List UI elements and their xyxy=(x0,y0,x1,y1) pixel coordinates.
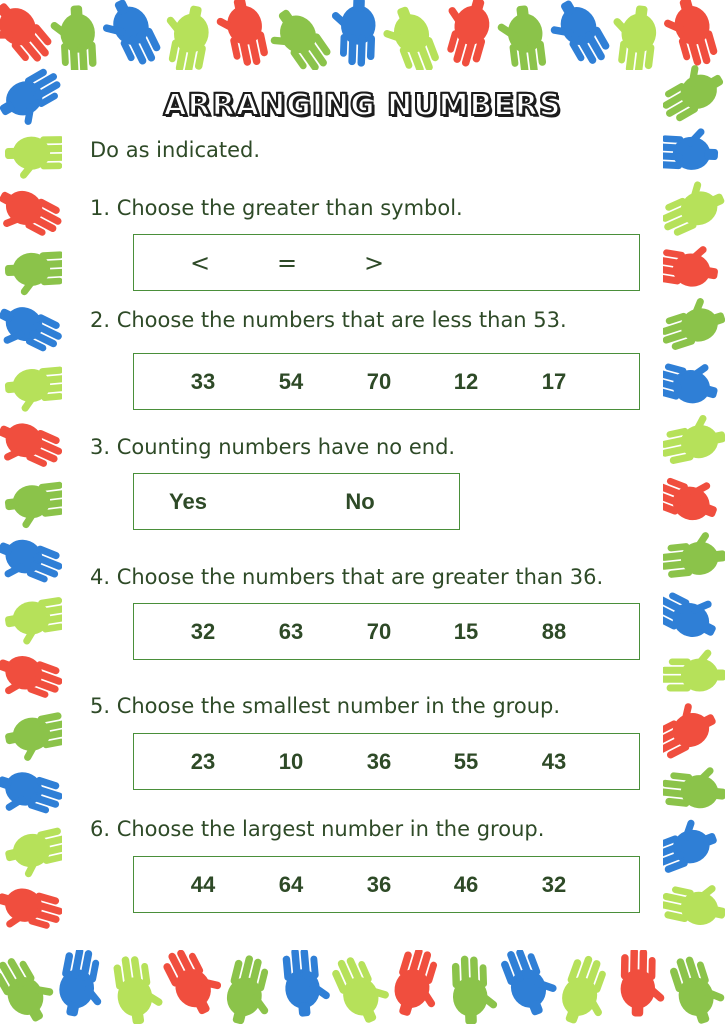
question-2-answer-box xyxy=(133,353,640,410)
question-1-option[interactable]: > xyxy=(363,248,385,277)
handprint-icon xyxy=(159,938,231,1020)
question-2-option[interactable]: 33 xyxy=(190,368,216,394)
handprint-icon xyxy=(655,410,725,466)
handprint-icon xyxy=(0,298,67,366)
question-5-option[interactable]: 55 xyxy=(453,748,479,774)
handprint-icon xyxy=(211,0,270,72)
handprint-icon xyxy=(0,882,66,942)
instruction-text: Do as indicated. xyxy=(90,138,261,162)
question-3-prompt: 3. Counting numbers have no end. xyxy=(90,435,456,459)
question-2-prompt: 2. Choose the numbers that are less than 53. xyxy=(90,308,567,332)
question-1-prompt: 1. Choose the greater than symbol. xyxy=(90,196,463,220)
question-3-answer-box xyxy=(133,473,460,530)
question-1-answer-box xyxy=(133,234,640,291)
handprint-icon xyxy=(433,0,496,70)
handprint-icon xyxy=(620,947,667,1017)
handprint-icon xyxy=(48,5,97,76)
question-2-option[interactable]: 54 xyxy=(278,368,304,394)
question-1-option[interactable]: = xyxy=(276,248,298,277)
handprint-icon xyxy=(94,0,165,75)
question-1-option[interactable]: < xyxy=(189,248,211,277)
question-6-option[interactable]: 64 xyxy=(278,871,304,897)
question-4-option[interactable]: 15 xyxy=(453,618,479,644)
handprint-icon xyxy=(0,946,64,1024)
handprint-icon xyxy=(387,944,451,1023)
question-6-prompt: 6. Choose the largest number in the group. xyxy=(90,817,545,841)
handprint-icon xyxy=(112,952,167,1024)
question-2-option[interactable]: 17 xyxy=(541,368,567,394)
question-3-option-no[interactable]: No xyxy=(345,488,375,514)
worksheet-title: ARRANGING NUMBERS xyxy=(163,88,562,123)
handprint-icon xyxy=(329,0,377,67)
handprint-icon xyxy=(328,947,398,1024)
handprint-icon xyxy=(660,648,725,691)
handprint-icon xyxy=(0,415,67,481)
question-5-option[interactable]: 23 xyxy=(190,748,216,774)
handprint-icon xyxy=(540,0,614,76)
question-6-answer-box xyxy=(133,856,640,913)
question-5-prompt: 5. Choose the smallest number in the group. xyxy=(90,694,561,718)
question-5-option[interactable]: 43 xyxy=(541,748,567,774)
question-4-prompt: 4. Choose the numbers that are greater than 36. xyxy=(90,565,604,589)
handprint-icon xyxy=(452,955,500,1024)
handprint-icon xyxy=(606,2,659,76)
question-4-answer-box xyxy=(133,603,640,660)
handprint-icon xyxy=(494,4,547,78)
handprint-icon xyxy=(554,952,620,1024)
question-5-option[interactable]: 36 xyxy=(366,748,392,774)
question-4-option[interactable]: 63 xyxy=(278,618,304,644)
question-6-option[interactable]: 46 xyxy=(453,871,479,897)
handprint-icon xyxy=(156,1,214,77)
question-3-option-yes[interactable]: Yes xyxy=(169,488,207,514)
handprint-icon xyxy=(0,531,67,596)
handprint-icon xyxy=(0,648,67,711)
handprint-icon xyxy=(221,952,282,1024)
question-4-option[interactable]: 32 xyxy=(190,618,216,644)
handprint-icon xyxy=(0,765,66,827)
question-5-option[interactable]: 10 xyxy=(278,748,304,774)
question-2-option[interactable]: 12 xyxy=(453,368,479,394)
handprint-icon xyxy=(653,291,725,353)
handprint-icon xyxy=(657,0,720,73)
handprint-icon xyxy=(54,945,112,1021)
question-6-option[interactable]: 44 xyxy=(190,871,216,897)
handprint-icon xyxy=(657,874,725,930)
handprint-icon xyxy=(282,945,333,1018)
handprint-icon xyxy=(498,940,565,1021)
question-2-option[interactable]: 70 xyxy=(366,368,392,394)
question-6-option[interactable]: 36 xyxy=(366,871,392,897)
handprint-icon xyxy=(0,181,67,250)
question-4-option[interactable]: 70 xyxy=(366,618,392,644)
handprint-icon xyxy=(657,529,725,579)
question-5-answer-box xyxy=(133,733,640,790)
question-6-option[interactable]: 32 xyxy=(541,871,567,897)
question-4-option[interactable]: 88 xyxy=(541,618,567,644)
handprint-icon xyxy=(667,949,725,1024)
handprint-icon xyxy=(658,761,725,811)
handprint-icon xyxy=(0,0,57,76)
